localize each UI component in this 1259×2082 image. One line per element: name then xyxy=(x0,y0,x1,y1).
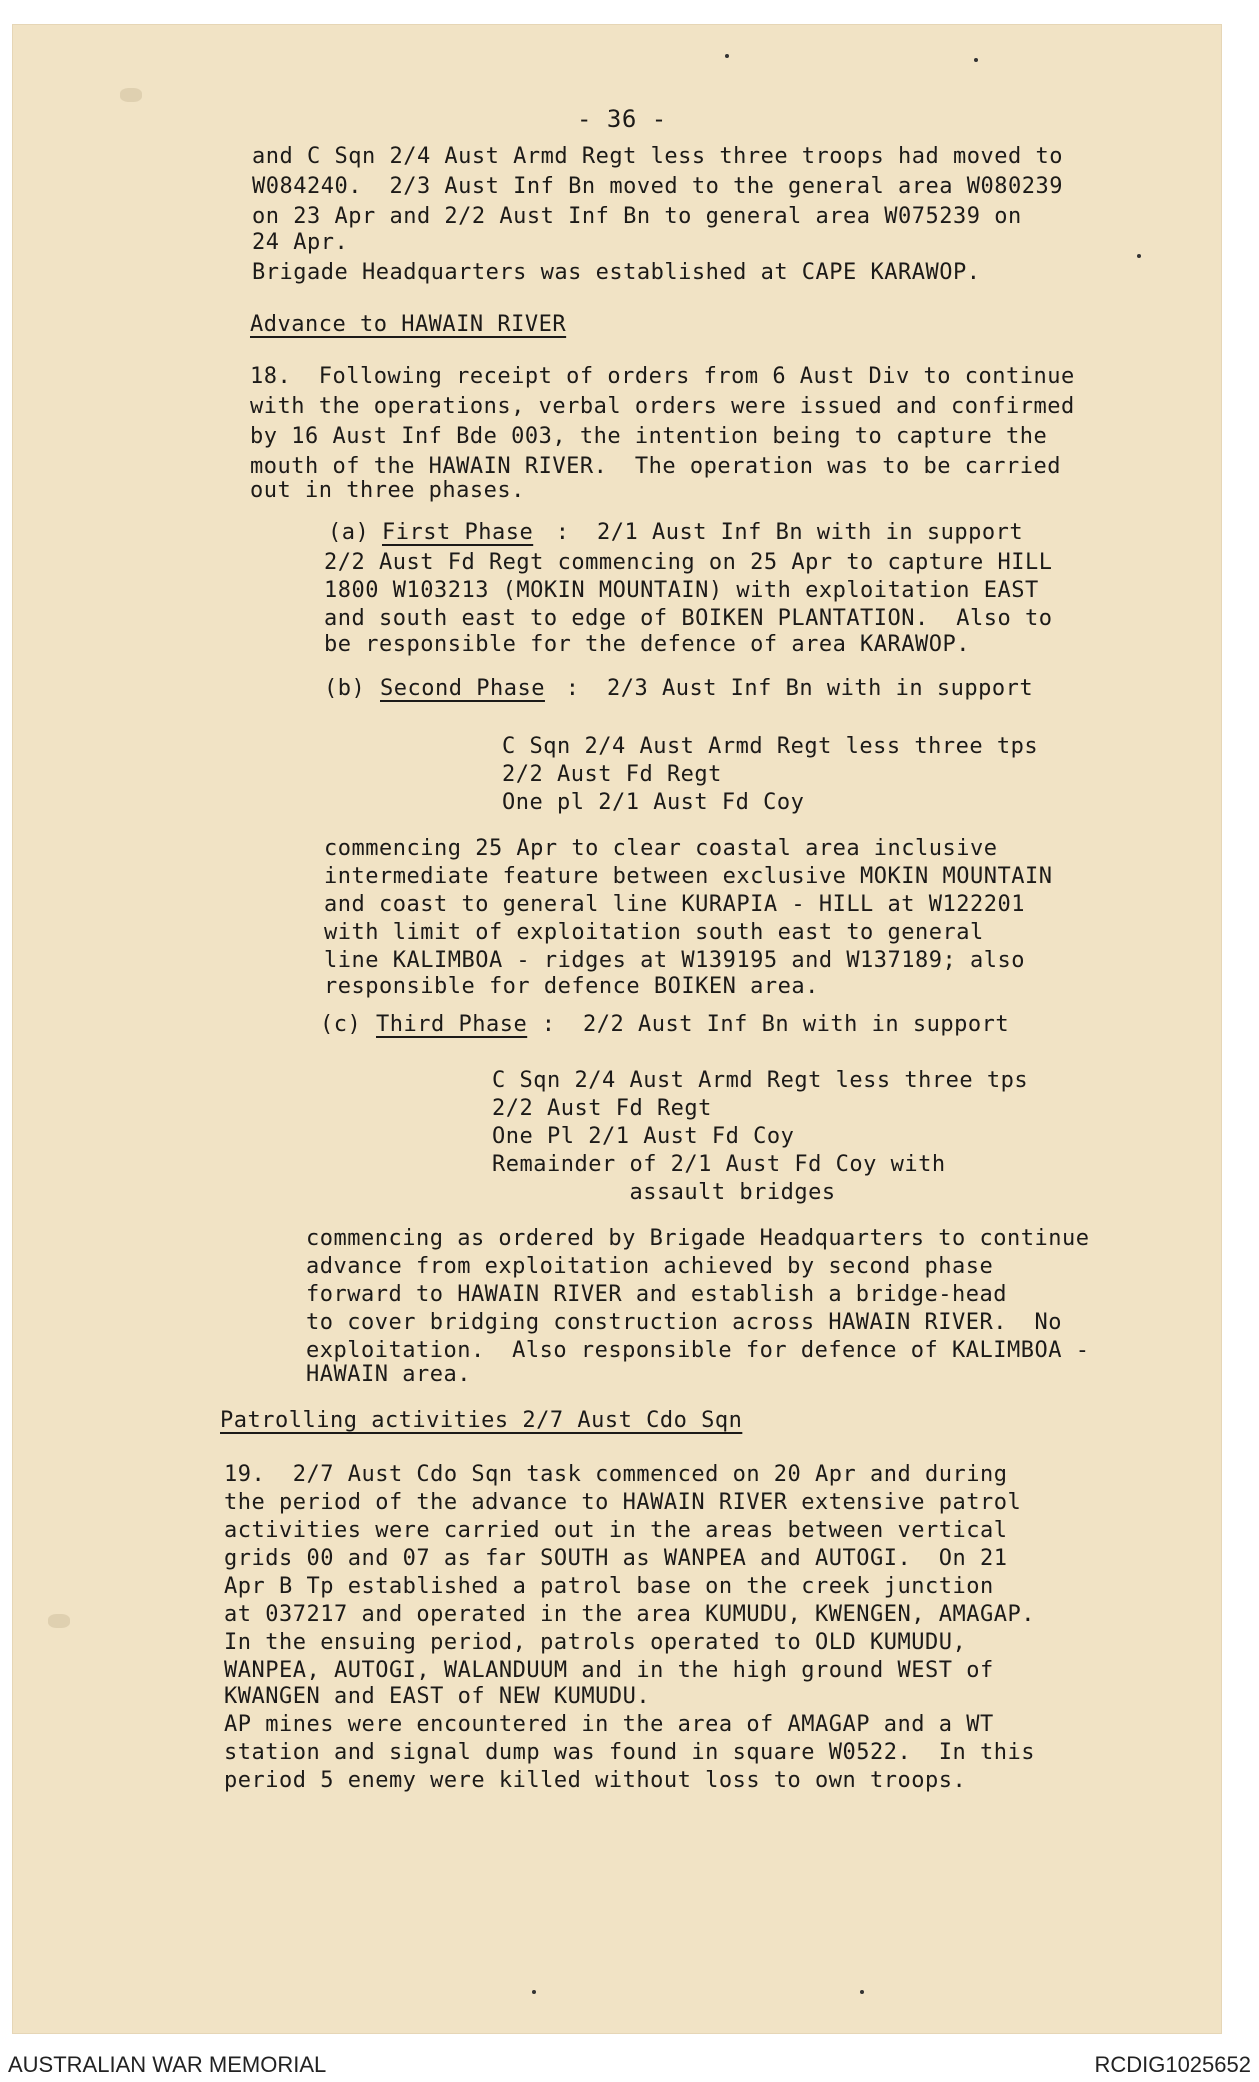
para19-line: station and signal dump was found in square W0522. In this xyxy=(224,1740,1035,1765)
phase-c-title: Third Phase xyxy=(376,1012,528,1037)
phase-c-support: assault bridges xyxy=(492,1180,836,1205)
phase-b-line: commencing 25 Apr to clear coastal area inclusive xyxy=(324,836,998,861)
footer-id: RCDIG1025652 xyxy=(1094,2052,1251,2077)
phase-c-support: 2/2 Aust Fd Regt xyxy=(492,1096,712,1121)
section-heading-patrol: Patrolling activities 2/7 Aust Cdo Sqn xyxy=(220,1408,743,1433)
phase-a-line: : 2/1 Aust Inf Bn with in support xyxy=(542,520,1024,545)
page-number: - 36 - xyxy=(577,105,667,133)
para18-line: mouth of the HAWAIN RIVER. The operation was to be carried xyxy=(250,454,1061,479)
ink-speck xyxy=(974,58,978,62)
intro-line: on 23 Apr and 2/2 Aust Inf Bn to general area W075239 on xyxy=(252,204,1022,229)
phase-a-line: and south east to edge of BOIKEN PLANTATION. Also to xyxy=(324,606,1053,631)
phase-b-support: 2/2 Aust Fd Regt xyxy=(502,762,722,787)
phase-a-line: 2/2 Aust Fd Regt commencing on 25 Apr to capture HILL xyxy=(324,550,1053,575)
phase-b-support: One pl 2/1 Aust Fd Coy xyxy=(502,790,805,815)
para19-line: AP mines were encountered in the area of AMAGAP and a WT xyxy=(224,1712,994,1737)
para18-line: out in three phases. xyxy=(250,478,525,503)
para18-line: 18. Following receipt of orders from 6 Aust Div to continue xyxy=(250,364,1075,389)
phase-b-support: C Sqn 2/4 Aust Armd Regt less three tps xyxy=(502,734,1039,759)
section-heading-advance: Advance to HAWAIN RIVER xyxy=(250,312,567,337)
phase-a-title: First Phase xyxy=(382,520,534,545)
ink-speck xyxy=(860,1990,864,1994)
phase-b-line: and coast to general line KURAPIA - HILL at W122201 xyxy=(324,892,1026,917)
phase-c-support: Remainder of 2/1 Aust Fd Coy with xyxy=(492,1152,946,1177)
intro-line: 24 Apr. xyxy=(252,230,349,255)
phase-c-line: forward to HAWAIN RIVER and establish a bridge-head xyxy=(306,1282,1008,1307)
phase-b-line: line KALIMBOA - ridges at W139195 and W137189; also xyxy=(324,948,1026,973)
ink-speck xyxy=(1137,254,1141,258)
ink-speck xyxy=(532,1990,536,1994)
phase-c-first-line: : 2/2 Aust Inf Bn with in support xyxy=(528,1012,1010,1037)
para19-line: In the ensuing period, patrols operated to OLD KUMUDU, xyxy=(224,1630,967,1655)
para19-line: grids 00 and 07 as far SOUTH as WANPEA and AUTOGI. On 21 xyxy=(224,1546,1008,1571)
para19-line: period 5 enemy were killed without loss to own troops. xyxy=(224,1768,967,1793)
para19-line: WANPEA, AUTOGI, WALANDUUM and in the high ground WEST of xyxy=(224,1658,994,1683)
phase-b-title: Second Phase xyxy=(380,676,545,701)
phase-c-line: to cover bridging construction across HAWAIN RIVER. No xyxy=(306,1310,1062,1335)
intro-line: Brigade Headquarters was established at CAPE KARAWOP. xyxy=(252,260,981,285)
para19-line: activities were carried out in the areas between vertical xyxy=(224,1518,1008,1543)
phase-c-support: C Sqn 2/4 Aust Armd Regt less three tps xyxy=(492,1068,1029,1093)
para19-line: 19. 2/7 Aust Cdo Sqn task commenced on 20 Apr and during xyxy=(224,1462,1008,1487)
phase-c-support: One Pl 2/1 Aust Fd Coy xyxy=(492,1124,795,1149)
para18-line: by 16 Aust Inf Bde 003, the intention being to capture the xyxy=(250,424,1048,449)
phase-b-line: with limit of exploitation south east to general xyxy=(324,920,984,945)
phase-c-line: advance from exploitation achieved by second phase xyxy=(306,1254,994,1279)
phase-c-line: commencing as ordered by Brigade Headquarters to continue xyxy=(306,1226,1090,1251)
phase-a-marker: (a) xyxy=(328,520,370,545)
document-page xyxy=(12,24,1222,2034)
paper-smudge xyxy=(48,1614,70,1628)
intro-line: W084240. 2/3 Aust Inf Bn moved to the general area W080239 xyxy=(252,174,1063,199)
phase-a-line: be responsible for the defence of area KARAWOP. xyxy=(324,632,971,657)
phase-c-line: exploitation. Also responsible for defence of KALIMBOA - xyxy=(306,1338,1090,1363)
phase-b-marker: (b) xyxy=(324,676,366,701)
para18-line: with the operations, verbal orders were issued and confirmed xyxy=(250,394,1075,419)
footer-source: AUSTRALIAN WAR MEMORIAL xyxy=(8,2052,327,2077)
phase-b-line: intermediate feature between exclusive MOKIN MOUNTAIN xyxy=(324,864,1053,889)
para19-line: Apr B Tp established a patrol base on the creek junction xyxy=(224,1574,994,1599)
para19-line: the period of the advance to HAWAIN RIVER extensive patrol xyxy=(224,1490,1022,1515)
paper-smudge xyxy=(120,88,142,102)
intro-line: and C Sqn 2/4 Aust Armd Regt less three troops had moved to xyxy=(252,144,1063,169)
phase-b-first-line: : 2/3 Aust Inf Bn with in support xyxy=(552,676,1034,701)
para19-line: at 037217 and operated in the area KUMUDU, KWENGEN, AMAGAP. xyxy=(224,1602,1035,1627)
para19-line: KWANGEN and EAST of NEW KUMUDU. xyxy=(224,1684,651,1709)
phase-b-line: responsible for defence BOIKEN area. xyxy=(324,974,819,999)
phase-c-line: HAWAIN area. xyxy=(306,1362,471,1387)
phase-a-line: 1800 W103213 (MOKIN MOUNTAIN) with exploitation EAST xyxy=(324,578,1039,603)
phase-c-marker: (c) xyxy=(320,1012,362,1037)
ink-speck xyxy=(725,54,729,58)
